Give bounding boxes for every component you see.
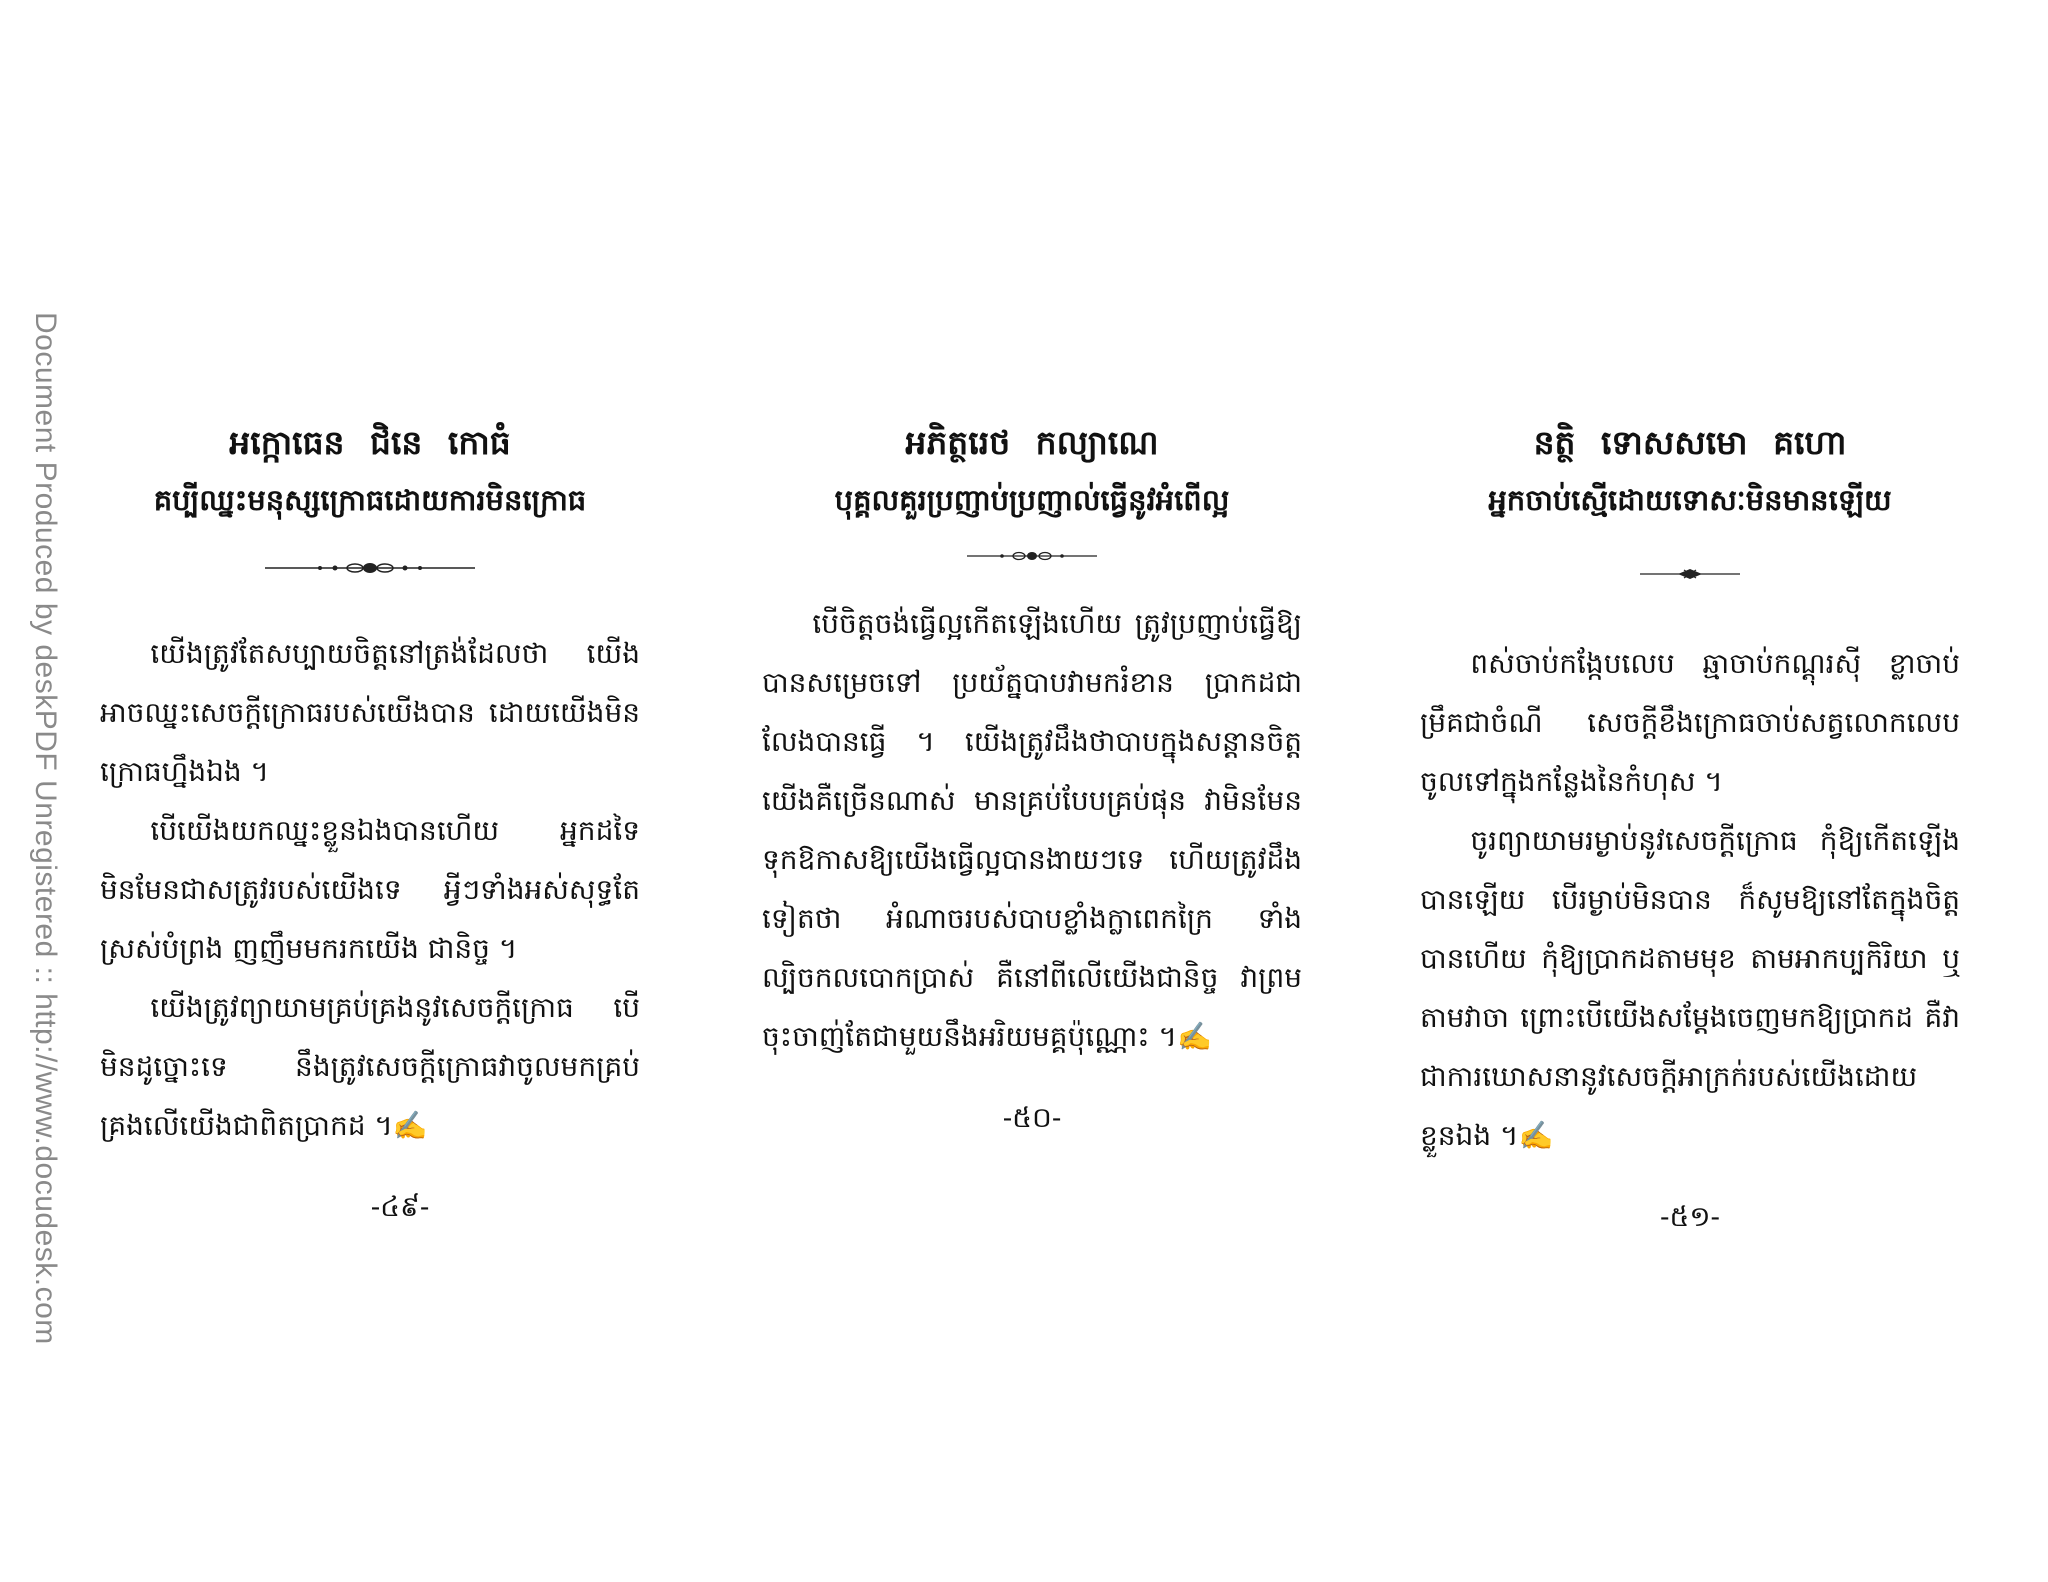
page-number: -៥១- — [1660, 1200, 1720, 1233]
pali-heading: អភិត្ថរេថ កល្យាណេ — [905, 423, 1159, 462]
paragraph: បើចិត្តចង់ធ្វើល្អកើតឡើងហើយ ត្រូវប្រញាប់ធ្វើឱ្យបានសម្រេចទៅ ប្រយ័ត្នបាបវាមករំខាន ប្រាកដជាលែងបានធ្វើ ។ យើងត្រូវដឹងថាបាបក្នុងសន្តានចិត្តយើងគឺច្រើនណាស់ មានគ្រប់បែបគ្រប់ផុន វាមិនមែនទុកឱកាសឱ្យយើងធ្វើល្អបានងាយៗទេ ហើយត្រូវដឹងទៀតថា អំណាចរបស់បាបខ្លាំងក្លាពេកក្រៃ ទាំងល្បិចកលបោកប្រាស់ គឺនៅពីលើយើងជានិច្ច វាព្រមចុះចាញ់តែជាមួយនឹងអរិយមគ្គប៉ុណ្ណោះ ។✍ — [762, 607, 1302, 1053]
divider-ornament — [265, 560, 475, 576]
divider-ornament — [1640, 566, 1740, 582]
body-text — [762, 594, 1302, 1066]
paragraph: បើយើងយកឈ្នះខ្លួនឯងបានហើយ អ្នកដទៃមិនមែនជាសត្រូវរបស់យើងទេ អ្វីៗទាំងអស់សុទ្ធតែស្រស់បំព្រង ញញឹមមករកយើង ជានិច្ច ។ — [100, 814, 640, 965]
paragraph: ពស់ចាប់កង្កែបលេប ឆ្មាចាប់កណ្តុរស៊ី ខ្លាចាប់ម្រឹគជាចំណី សេចក្តីខឹងក្រោធចាប់សត្វលោកលេបចូលទៅក្នុងកន្លែងនៃកំហុស ។ — [1420, 647, 1960, 798]
khmer-subtitle: គប្បីឈ្នះមនុស្សក្រោធដោយការមិនក្រោធ — [153, 483, 587, 517]
pali-heading: អក្កោធេន ជិនេ កោធំ — [229, 423, 511, 462]
page-number: -៥០- — [1002, 1101, 1062, 1134]
pali-heading: នត្ថិ ទោសសមោ គហោ — [1533, 423, 1847, 462]
page-51 — [1420, 420, 1960, 1240]
divider-ornament — [967, 548, 1097, 564]
khmer-subtitle: បុគ្គលគួរប្រញាប់ប្រញាល់ធ្វើនូវអំពើល្អ — [834, 483, 1230, 517]
khmer-subtitle: អ្នកចាប់ស្មើដោយទោសៈមិនមានឡើយ — [1488, 483, 1892, 517]
body-text — [1420, 634, 1960, 1165]
page-50 — [762, 420, 1302, 1141]
page-49 — [100, 420, 640, 1230]
paragraph: យើងត្រូវព្យាយាមគ្រប់គ្រងនូវសេចក្តីក្រោធ បើមិនដូច្នោះទេ នឹងត្រូវសេចក្តីក្រោធវាចូលមកគ្រប់គ្រងលើយើងជាពិតប្រាកដ ។✍ — [100, 991, 640, 1142]
paragraph: យើងត្រូវតែសប្បាយចិត្តនៅត្រង់ដែលថា យើងអាចឈ្នះសេចក្តីក្រោធរបស់យើងបាន ដោយយើងមិនក្រោធហ្នឹងឯង ។ — [100, 637, 640, 788]
paragraph: ចូរព្យាយាមរម្ងាប់នូវសេចក្តីក្រោធ កុំឱ្យកើតឡើងបានឡើយ បើរម្ងាប់មិនបាន ក៏សូមឱ្យនៅតែក្នុងចិត្តបានហើយ កុំឱ្យប្រាកដតាមមុខ តាមអាកប្បកិរិយា ឬតាមវាចា ព្រោះបើយើងសម្តែងចេញមកឱ្យប្រាកដ គឺវាជាការឃោសនានូវសេចក្តីអាក្រក់របស់យើងដោយខ្លួនឯង ។✍ — [1420, 824, 1960, 1152]
page-number: -៤៩- — [370, 1190, 430, 1223]
watermark-text: Document Produced by deskPDF Unregistered :: http://www.docudesk.com — [29, 312, 62, 1345]
body-text — [100, 624, 640, 1155]
